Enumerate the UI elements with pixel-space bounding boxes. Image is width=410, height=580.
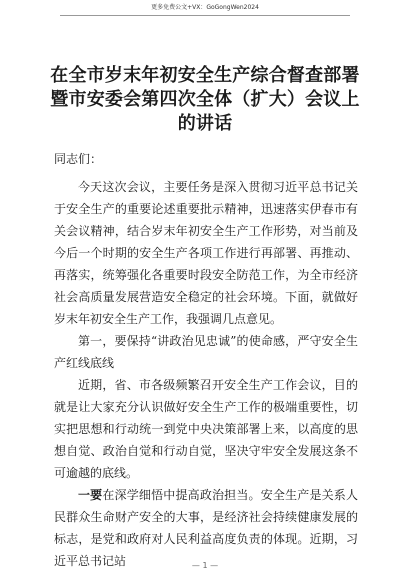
page-number: — 1 — bbox=[191, 561, 219, 570]
paragraph-text: 在深学细悟中提高政治担当。安全生产是关系人民群众生命财产安全的大事，是经济社会持续健康发展的标志，是党和政府对人民利益高度负责的体现。近期，习近平总书记站 bbox=[54, 488, 358, 568]
header-divider bbox=[60, 15, 350, 16]
document-title: 在全市岁末年初安全生产综合督查部署暨市安委会第四次全体（扩大）会议上的讲话 bbox=[50, 65, 360, 134]
document-body bbox=[54, 148, 358, 572]
salutation: 同志们： bbox=[54, 152, 103, 166]
paragraph-lead: 一要 bbox=[78, 488, 103, 502]
paragraph-political-duty bbox=[54, 484, 358, 572]
paragraph-intro: 今天这次会议，主要任务是深入贯彻习近平总书记关于安全生产的重要论述重要批示精神，迅速落实伊春市有关会议精神，结合岁末年初安全生产工作形势，对当前及今后一个时期的安全生产各项工作进行再部署、再推动、再落实，统筹强化各重要时段安全防范工作，为全市经济社会高质量发展营造安全稳定的社会环境。下面，就做好岁末年初安全生产工作，我强调几点意见。 bbox=[54, 180, 358, 326]
section-heading-first: 第一，要保持“讲政治见忠诚”的使命感，严守安全生产红线底线 bbox=[54, 334, 358, 370]
paragraph-recent: 近期，省、市各级频繁召开安全生产工作会议，目的就是让大家充分认识做好安全生产工作的极端重要性，切实把思想和行动统一到党中央决策部署上来，以高度的思想自觉、政治自觉和行动自觉，坚决守牢安全发展这条不可逾越的底线。 bbox=[54, 378, 358, 480]
header-note: 更多免费公文+VX：GoGongWen2024 bbox=[151, 4, 259, 11]
